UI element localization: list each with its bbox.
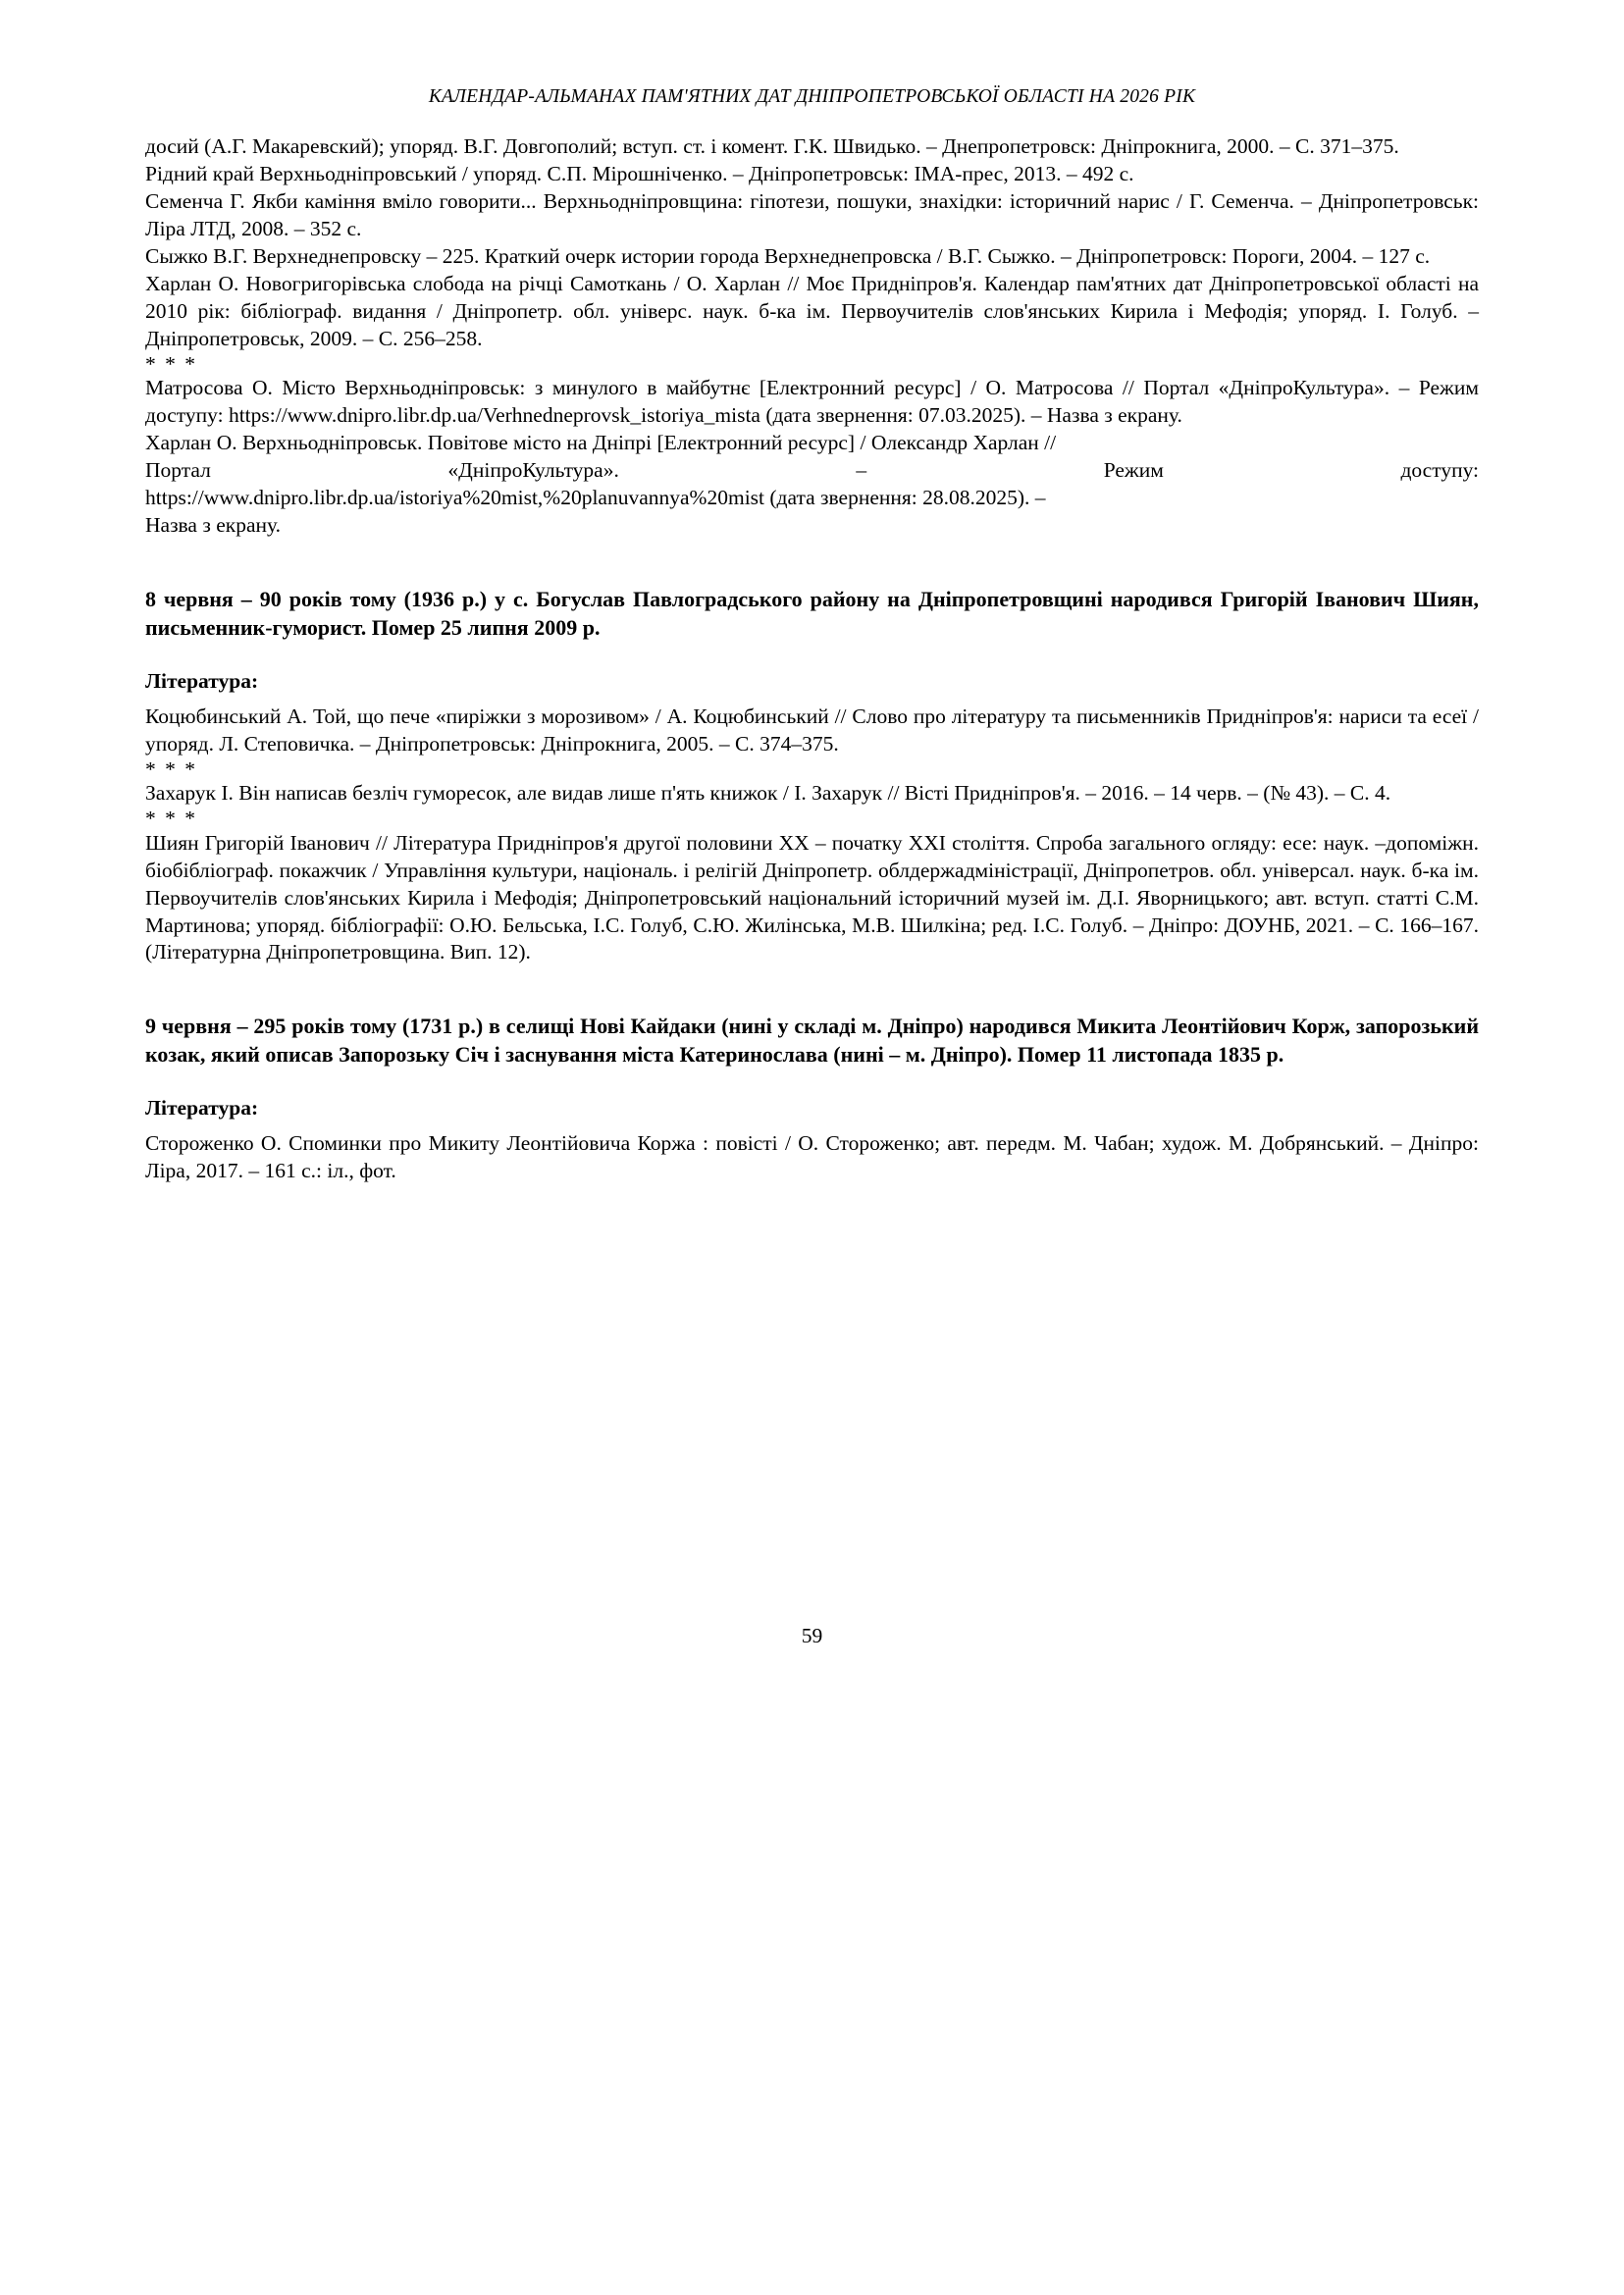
bibliography-item-line: Назва з екрану. xyxy=(145,512,281,537)
entry-references xyxy=(145,1130,1479,1185)
bibliography-item: Шиян Григорій Іванович // Література Придніпров'я другої половини XX – початку XXI століття. Спроба загального огляду: есе: наук. –допоміжн. біобібліограф. покажчик / Управління культури, національ. і релігій Дніпропетр. облдержадміністрації, Дніпропетров. обл. універсал. наук. б-ка ім. Первоучителів слов'янських Кирила і Мефодія; Дніпропетровський національний історичний музей ім. Д.І. Яворницького; авт. вступ. статті С.М. Мартинова; упоряд. бібліографії: О.Ю. Бельська, І.С. Голуб, С.Ю. Жилінська, М.В. Шилкіна; ред. І.С. Голуб. – Дніпро: ДОУНБ, 2021. – С. 166–167. (Літературна Дніпропетровщина. Вип. 12). xyxy=(145,830,1479,965)
bibliography-item: Сыжко В.Г. Верхнеднепровску – 225. Краткий очерк истории города Верхнеднепровска / В.Г. Сыжко. – Днiпропетровск: Пороги, 2004. – 127 с. xyxy=(145,243,1431,268)
bibliography-item-line: Харлан О. Верхньодніпровськ. Повітове місто на Дніпрі [Електронний ресурс] / Олександр Харлан // xyxy=(145,430,1057,454)
section-separator: * * * xyxy=(145,807,197,831)
bibliography-item: досий (А.Г. Макаревский); упоряд. В.Г. Довгополий; вступ. ст. і комент. Г.К. Швидько. – Днепропетровск: Дніпрокнига, 2000. – С. 371–375. xyxy=(145,134,1399,158)
dash: – xyxy=(856,457,867,482)
portal-name: «ДніпроКультура». xyxy=(447,457,619,482)
entry-heading: 8 червня – 90 років тому (1936 р.) у с. Богуслав Павлоградського району на Дніпропетровщині народився Григорій Іванович Шиян, письменник-гуморист. Помер 25 липня 2009 р. xyxy=(145,586,1479,640)
calendar-entry-june-8 xyxy=(145,585,1479,967)
bibliography-item: Матросова О. Місто Верхньодніпровськ: з минулого в майбутнє [Електронний ресурс] / О. Матросова // Портал «ДніпроКультура». – Режим доступу: https://www.dnipro.libr.dp.ua/Verhnedneprovsk_istoriya_mista (дата звернення: 07.03.2025). – Назва з екрану. xyxy=(145,376,1479,427)
bibliography-item: Рідний край Верхньодніпровський / упоряд. С.П. Мірошніченко. – Дніпропетровськ: ІМА-прес, 2013. – 492 с. xyxy=(145,161,1134,185)
access-mode-word: Режим xyxy=(1103,457,1164,482)
bibliography-item: Семенча Г. Якби каміння вміло говорити... Верхньодніпровщина: гіпотези, пошуки, знахідки: історичний нарис / Г. Семенча. – Дніпропетровськ: Ліра ЛТД, 2008. – 352 с. xyxy=(145,188,1479,240)
section-separator: * * * xyxy=(145,756,197,781)
portal-word: Портал xyxy=(145,457,211,482)
entry-references xyxy=(145,704,1479,967)
access-label: доступу: xyxy=(1400,457,1480,482)
calendar-entry-june-9 xyxy=(145,1012,1479,1185)
bibliography-top-block xyxy=(145,133,1479,540)
bibliography-item: Харлан О. Новогригорівська слобода на річці Самоткань / О. Харлан // Моє Придніпров'я. Календар пам'ятних дат Дніпропетровської області на 2010 рік: бібліограф. видання / Дніпропетр. обл. універс. наук. б-ка ім. Первоучителів слов'янських Кирила і Мефодія; упоряд. І. Голуб. – Дніпропетровськ, 2009. – С. 256–258. xyxy=(145,271,1479,350)
literature-label: Література: xyxy=(145,1096,259,1121)
bibliography-item-line xyxy=(145,457,1479,485)
literature-label: Література: xyxy=(145,668,259,693)
section-separator: * * * xyxy=(145,351,197,376)
running-head: КАЛЕНДАР-АЛЬМАНАХ ПАМ'ЯТНИХ ДАТ ДНІПРОПЕТРОВСЬКОЇ ОБЛАСТІ НА 2026 РІК xyxy=(428,86,1196,107)
bibliography-item-line: https://www.dnipro.libr.dp.ua/istoriya%20mist,%20planuvannya%20mist (дата звернення: 28.08.2025). – xyxy=(145,485,1046,509)
page-number: 59 xyxy=(801,1624,823,1647)
bibliography-item: Захарук І. Він написав безліч гуморесок, але видав лише п'ять книжок / І. Захарук // Вісті Придніпров'я. – 2016. – 14 черв. – (№ 43). – С. 4. xyxy=(145,781,1391,806)
bibliography-item: Коцюбинський А. Той, що пече «пиріжки з морозивом» / А. Коцюбинський // Слово про літературу та письменників Придніпров'я: нариси та есеї / упоряд. Л. Степовичка. – Дніпропетровськ: Дніпрокнига, 2005. – С. 374–375. xyxy=(145,704,1479,756)
bibliography-item: Стороженко О. Споминки про Микиту Леонтійовича Коржа : повісті / О. Стороженко; авт. передм. М. Чабан; худож. М. Добрянський. – Дніпро: Ліра, 2017. – 161 с.: іл., фот. xyxy=(145,1131,1479,1183)
entry-heading: 9 червня – 295 років тому (1731 р.) в селищі Нові Кайдаки (нині у складі м. Дніпро) народився Микита Леонтійович Корж, запорозький козак, який описав Запорозьку Січ і заснування міста Катеринослава (нині – м. Дніпро). Помер 11 листопада 1835 р. xyxy=(145,1014,1479,1068)
